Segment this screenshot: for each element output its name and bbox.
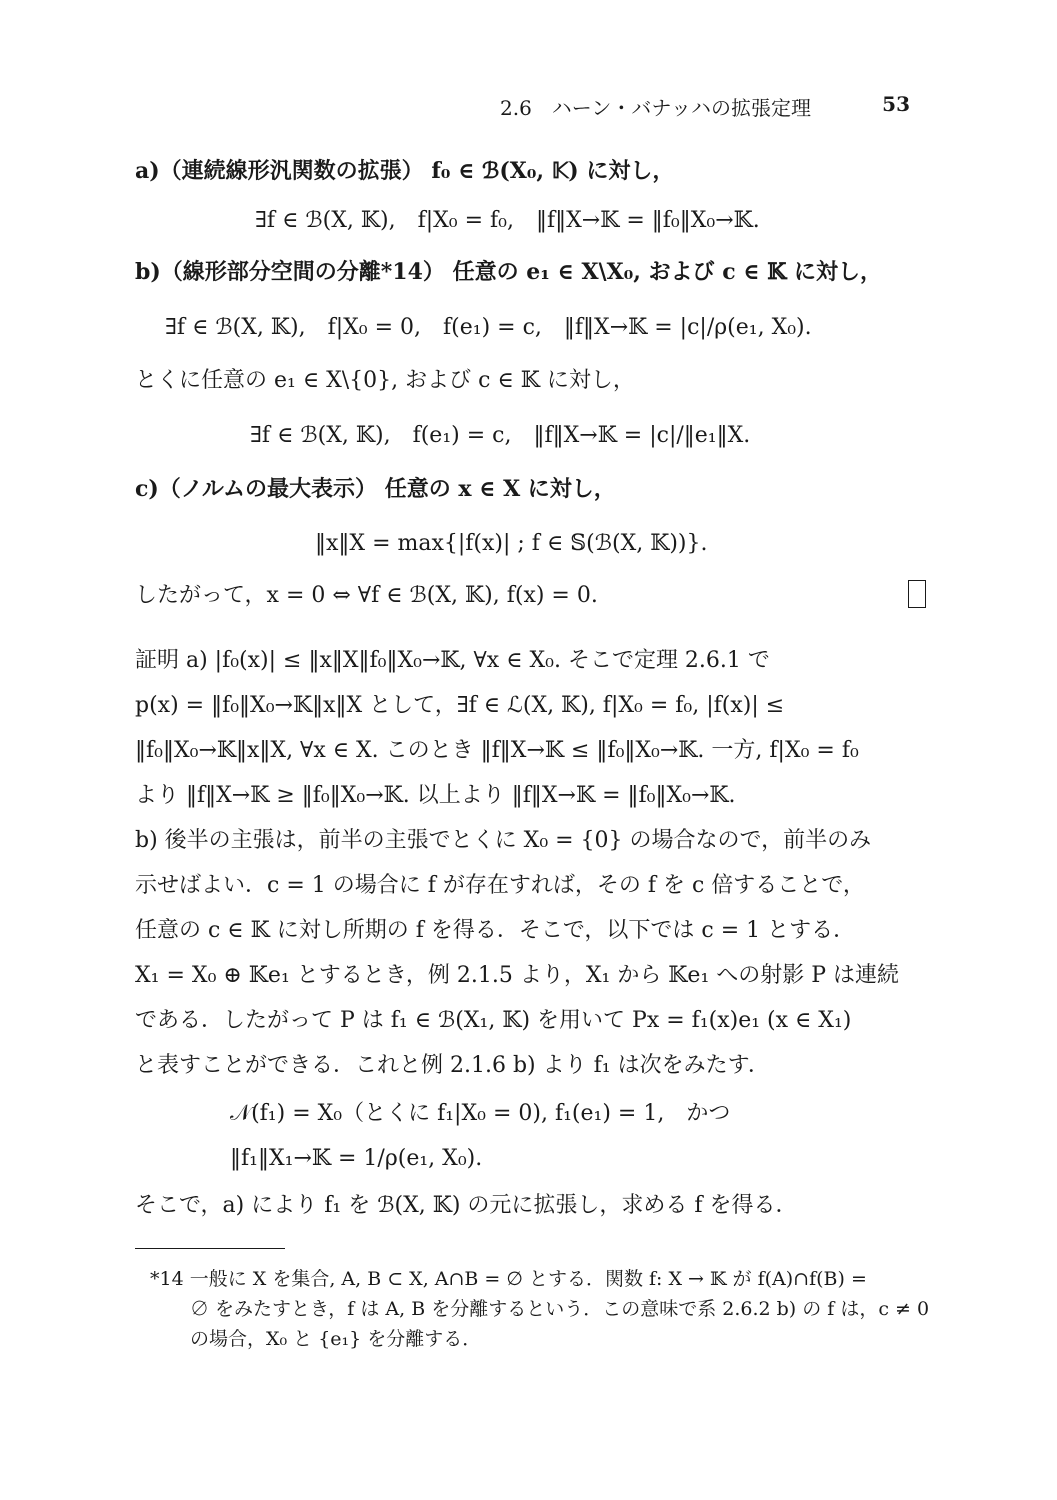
item-b-special-case: とくに任意の e₁ ∈ X\{0}, および c ∈ 𝕂 に対し， — [135, 368, 635, 393]
item-a-formula: ∃f ∈ ℬ(X, 𝕂), f|X₀ = f₀, ‖f‖X→𝕂 = ‖f₀‖X₀→𝕂. — [255, 208, 760, 233]
section-title: 2.6 ハーン・バナッハの拡張定理 — [500, 96, 812, 120]
proof-line-8: X₁ = X₀ ⊕ 𝕂e₁ とするとき，例 2.1.5 より，X₁ から 𝕂e₁ への射影 P は連続 — [135, 963, 900, 988]
proof-line-4: より ‖f‖X→𝕂 ≥ ‖f₀‖X₀→𝕂. 以上より ‖f‖X→𝕂 = ‖f₀‖X₀→𝕂. — [135, 783, 736, 808]
proof-line-2: p(x) = ‖f₀‖X₀→𝕂‖x‖X として，∃f ∈ ℒ(X, 𝕂), f|X₀ = f₀, |f(x)| ≤ — [135, 693, 785, 718]
proof-line-5: b) 後半の主張は，前半の主張でとくに X₀ = {0} の場合なので，前半のみ — [135, 828, 872, 853]
item-b-special-formula: ∃f ∈ ℬ(X, 𝕂), f(e₁) = c, ‖f‖X→𝕂 = |c|/‖e₁‖X. — [250, 423, 751, 448]
proof-line-3: ‖f₀‖X₀→𝕂‖x‖X, ∀x ∈ X. このとき ‖f‖X→𝕂 ≤ ‖f₀‖X₀→𝕂. 一方, f|X₀ = f₀ — [135, 738, 859, 763]
item-c-formula: ‖x‖X = max{|f(x)| ; f ∈ 𝕊(ℬ(X, 𝕂))}. — [315, 531, 708, 556]
proof-line-10: と表すことができる．これと例 2.1.6 b) より f₁ は次をみたす． — [135, 1053, 770, 1078]
footnote-divider — [135, 1248, 285, 1249]
footnote-line-3: の場合，X₀ と {e₁} を分離する． — [190, 1328, 482, 1350]
item-b-formula: ∃f ∈ ℬ(X, 𝕂), f|X₀ = 0, f(e₁) = c, ‖f‖X→𝕂 = |c|/ρ(e₁, X₀). — [165, 315, 812, 340]
item-c-heading: c)（ノルムの最大表示） 任意の x ∈ X に対し， — [135, 476, 616, 502]
item-b-heading: b)（線形部分空間の分離*14） 任意の e₁ ∈ X\X₀, および c ∈ 𝕂 に対し， — [135, 259, 883, 285]
proof-line-9: である．したがって P は f₁ ∈ ℬ(X₁, 𝕂) を用いて Px = f₁(x)e₁ (x ∈ X₁) — [135, 1008, 852, 1033]
running-header — [500, 92, 910, 121]
footnote-line-2: ∅ をみたすとき，f は A, B を分離するという．この意味で系 2.6.2 b) の f は，c ≠ 0 — [190, 1298, 930, 1320]
proof-line-6: 示せばよい．c = 1 の場合に f が存在すれば，その f を c 倍することで， — [135, 873, 865, 898]
proof-formula-2: ‖f₁‖X₁→𝕂 = 1/ρ(e₁, X₀). — [230, 1146, 483, 1171]
qed-box-icon — [908, 580, 926, 608]
page-number: 53 — [882, 92, 910, 116]
footnote-line-1: *14 一般に X を集合, A, B ⊂ X, A∩B = ∅ とする．関数 f: X → 𝕂 が f(A)∩f(B) = — [150, 1268, 867, 1290]
proof-formula-1: 𝒩(f₁) = X₀（とくに f₁|X₀ = 0), f₁(e₁) = 1, かつ — [230, 1101, 731, 1126]
proof-line-7: 任意の c ∈ 𝕂 に対し所期の f を得る．そこで，以下では c = 1 とする． — [135, 918, 856, 943]
item-a-heading: a)（連続線形汎関数の拡張） f₀ ∈ ℬ(X₀, 𝕂) に対し， — [135, 158, 675, 184]
proof-line-11: そこで，a) により f₁ を ℬ(X, 𝕂) の元に拡張し，求める f を得る． — [135, 1193, 798, 1218]
item-c-consequence: したがって，x = 0 ⇔ ∀f ∈ ℬ(X, 𝕂), f(x) = 0. — [135, 583, 598, 608]
proof-line-1: 証明 a) |f₀(x)| ≤ ‖x‖X‖f₀‖X₀→𝕂, ∀x ∈ X₀. そこで定理 2.6.1 で — [135, 648, 770, 673]
